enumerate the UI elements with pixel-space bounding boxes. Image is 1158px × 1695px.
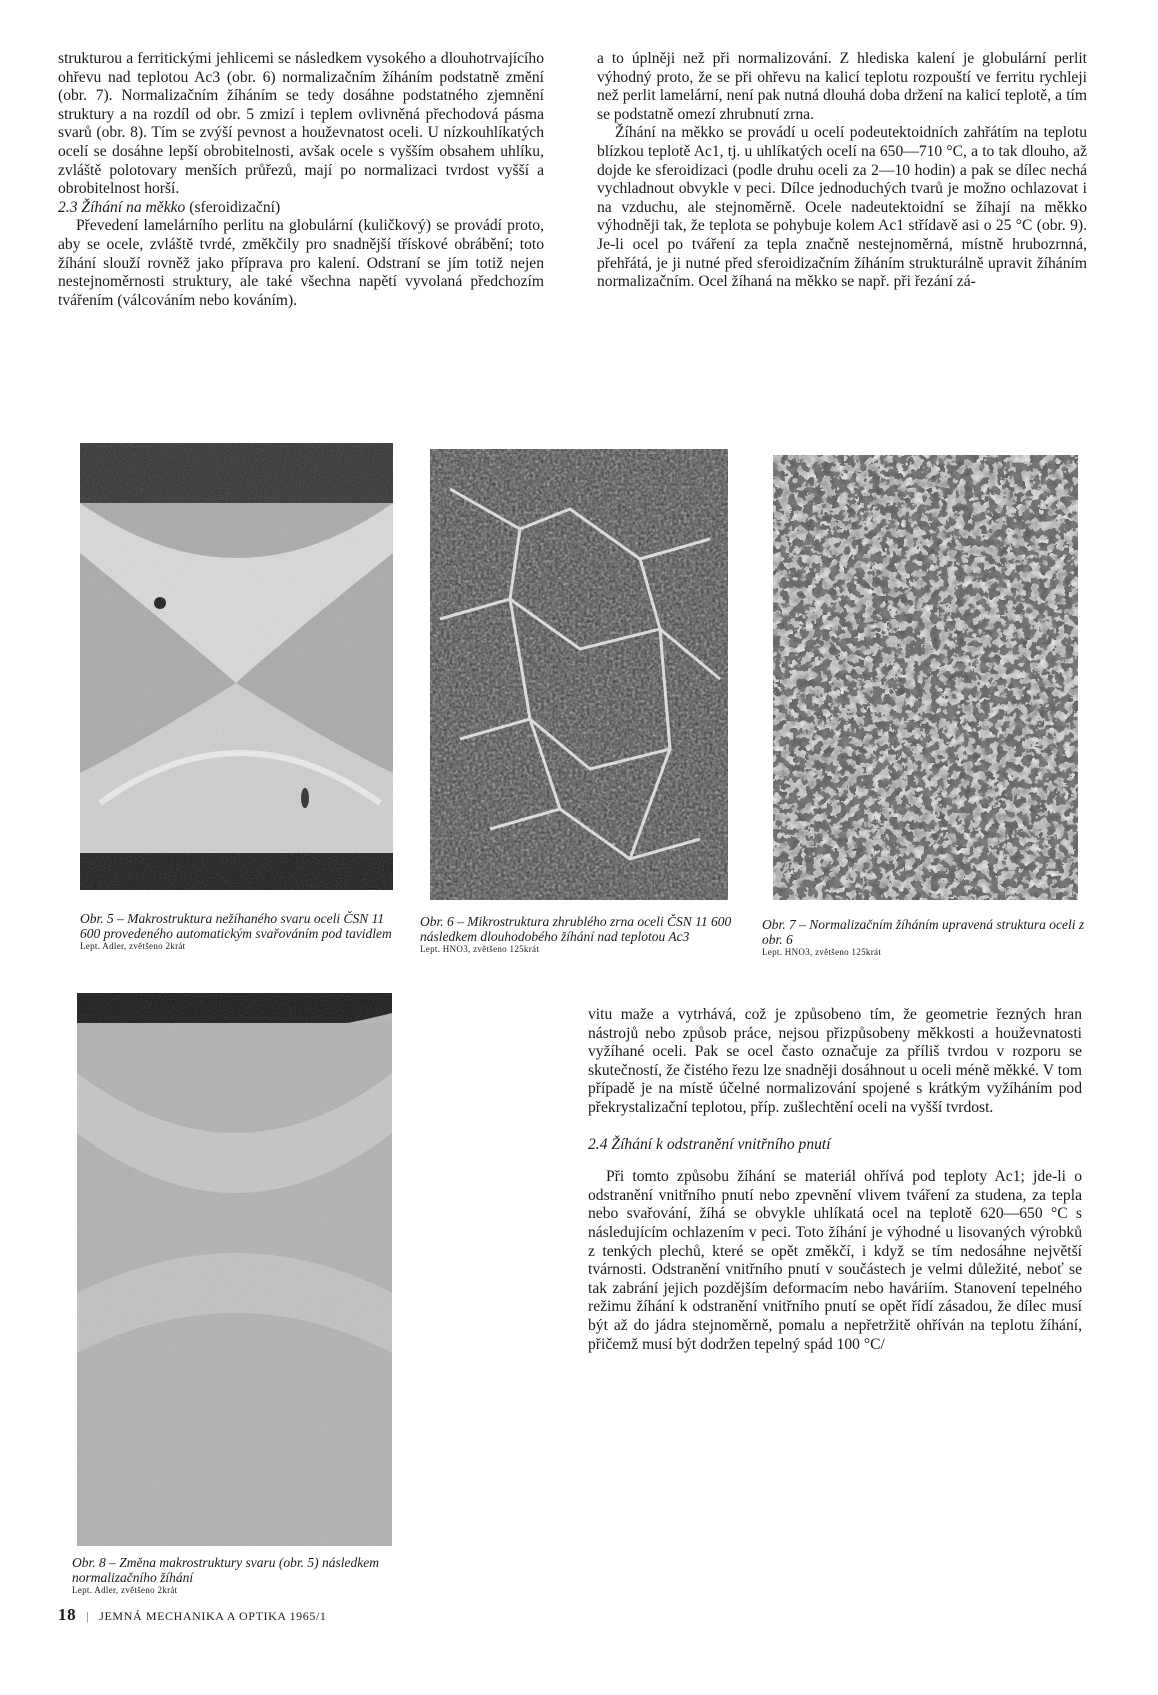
- caption-meta: Lept. HNO3, zvětšeno 125krát: [762, 947, 882, 957]
- figure-6-caption: [420, 915, 740, 955]
- caption-text: Obr. 5 – Makrostruktura nežíhaného svaru oceli ČSN 11 600 provedeného automatickým svařováním pod tavidlem: [80, 911, 392, 941]
- paragraph: vitu maže a vytrhává, což je způsobeno tím, že geometrie řezných hran nástrojů nebo způsob práce, nejsou přizpůsobeny měkkosti a houževnatosti vyžíhané oceli. Pak se ocel často označuje za příliš tvrdou v rozporu se skutečností, že čistého řezu lze snadněji dosáhnout u oceli méně měkké. V tom případě je na místě účelné normalizování spojené s krátkým vyžíháním pod překrystalizační teplotou, příp. zušlechtění oceli na vyšší tvrdost.: [588, 1006, 1082, 1116]
- caption-text: Obr. 8 – Změna makrostruktury svaru (obr. 5) následkem normalizačního žíhání: [72, 1555, 379, 1585]
- paragraph: strukturou a ferritickými jehlicemi se následkem vysokého a dlouhotrvajícího ohřevu nad teplotou Ac3 (obr. 6) normalizačním žíháním podstatně změní (obr. 7). Normalizačním žíháním se tedy dosáhne podstatného zjemnění struktury a na rozdíl od obr. 5 zmizí i teplem ovlivněná přechodová pásma svarů (obr. 8). Tím se zvýší pevnost a houževnatost oceli. U nízkouhlíkatých ocelí se dosáhne lepší obrobitelnosti, avšak ocele s vyšším obsahem uhlíku, zvláště polotovary menších průřezů, mají po normalizaci tvrdost vyšší a obrobitelnost horší.: [58, 50, 544, 198]
- left-top-column: [58, 50, 544, 310]
- caption-meta: Lept. Adler, zvětšeno 2krát: [72, 1585, 178, 1595]
- journal-name: JEMNÁ MECHANIKA A OPTIKA 1965/1: [99, 1609, 327, 1623]
- figure-5-caption: [80, 912, 400, 952]
- paragraph: Žíhání na měkko se provádí u ocelí podeutektoidních zahřátím na teplotu blízkou teplotě Ac1, tj. u uhlíkatých ocelí na 650—710 °C, a to tak dlouho, až dojde ke sferoidizaci (podle druhu oceli za 2—10 hodin) a pak se dílec nechá vychladnout obvykle v peci. Dílce jednoduchých tvarů je možno ochlazovat i na vzduchu, ale stejnoměrně. Ocele nadeutektoidní se žíhají na měkko výhodněji tak, že teplota se pohybuje kolem Ac1 střídavě asi o 25 °C (obr. 9). Je-li ocel po tváření za tepla značně nestejnoměrná, místně hrubozrnná, přehřátá, je ji nutné před sferoidizačním žíháním strukturálně upravit žíháním normalizačním. Ocel žíhaná na měkko se např. při řezání zá-: [597, 124, 1087, 291]
- figure-7-caption: [762, 918, 1092, 958]
- paragraph: Převedení lamelárního perlitu na globulární (kuličkový) se provádí proto, aby se ocele, zvláště tvrdé, změkčily pro snadnější třískové obrábění; toto žíhání slouží rovněž jako příprava pro kalení. Odstraní se jím totiž nejen nestejnoměrnosti struktury, ale také všechna napětí vyvolaná předchozím tvářením (válcováním nebo kováním).: [58, 217, 544, 309]
- caption-text: Obr. 6 – Mikrostruktura zhrublého zrna oceli ČSN 11 600 následkem dlouhodobého žíhání nad teplotou Ac3: [420, 914, 732, 944]
- right-bottom-column: [588, 1006, 1082, 1354]
- paragraph: a to úplněji než při normalizování. Z hlediska kalení je globulární perlit výhodný proto, že se při ohřevu na kalicí teplotu rozpouští ve ferritu rychleji než perlit lamelární, není pak nutná dlouhá doba držení na kalicí teplotě, a tím se podstatně omezí zhrubnutí zrna.: [597, 50, 1087, 123]
- section-suffix: (sferoidizační): [189, 198, 281, 216]
- section-heading-2-4: 2.4 Žíhání k odstranění vnitřního pnutí: [588, 1135, 831, 1153]
- section-heading-2-3: [58, 199, 544, 218]
- section-title: Žíhání na měkko: [81, 198, 186, 216]
- right-top-column: [597, 50, 1087, 292]
- footer-separator: |: [86, 1609, 90, 1623]
- figure-6-image: [430, 449, 728, 900]
- caption-text: Obr. 7 – Normalizačním žíháním upravená struktura oceli z obr. 6: [762, 917, 1085, 947]
- figure-7-image: [773, 455, 1078, 900]
- figure-5-image: [80, 443, 393, 890]
- page-number: 18: [58, 1605, 77, 1624]
- paragraph: Při tomto způsobu žíhání se materiál ohřívá pod teploty Ac1; jde-li o odstranění vnitřního pnutí nebo zpevnění vlivem tváření za studena, za tepla nebo svařování, žíhá se obvykle uhlíkatá ocel na teplotě 620—650 °C s následujícím ochlazením v peci. Toto žíhání je výhodné u lisovaných výrobků z tenkých plechů, které se opět změkčí, i když se tím nedosáhne největší tvárnosti. Odstranění vnitřního pnutí v součástech je velmi důležité, neboť se tak zabrání jejich pozdějším deformacím nebo haváriím. Stanovení tepelného režimu žíhání k odstranění vnitřního pnutí se opět řídí zásadou, že dílec musí být až do jádra stejnoměrně, pomalu a nepřetržitě ohříván na teplotu žíhání, přičemž musí být dodržen tepelný spád 100 °C/: [588, 1168, 1082, 1353]
- caption-meta: Lept. HNO3, zvětšeno 125krát: [420, 944, 540, 954]
- section-number: 2.3: [58, 198, 78, 216]
- page-footer: [58, 1605, 327, 1625]
- caption-meta: Lept. Adler, zvětšeno 2krát: [80, 941, 186, 951]
- figure-8-caption: [72, 1556, 402, 1596]
- figure-8-image: [77, 993, 392, 1546]
